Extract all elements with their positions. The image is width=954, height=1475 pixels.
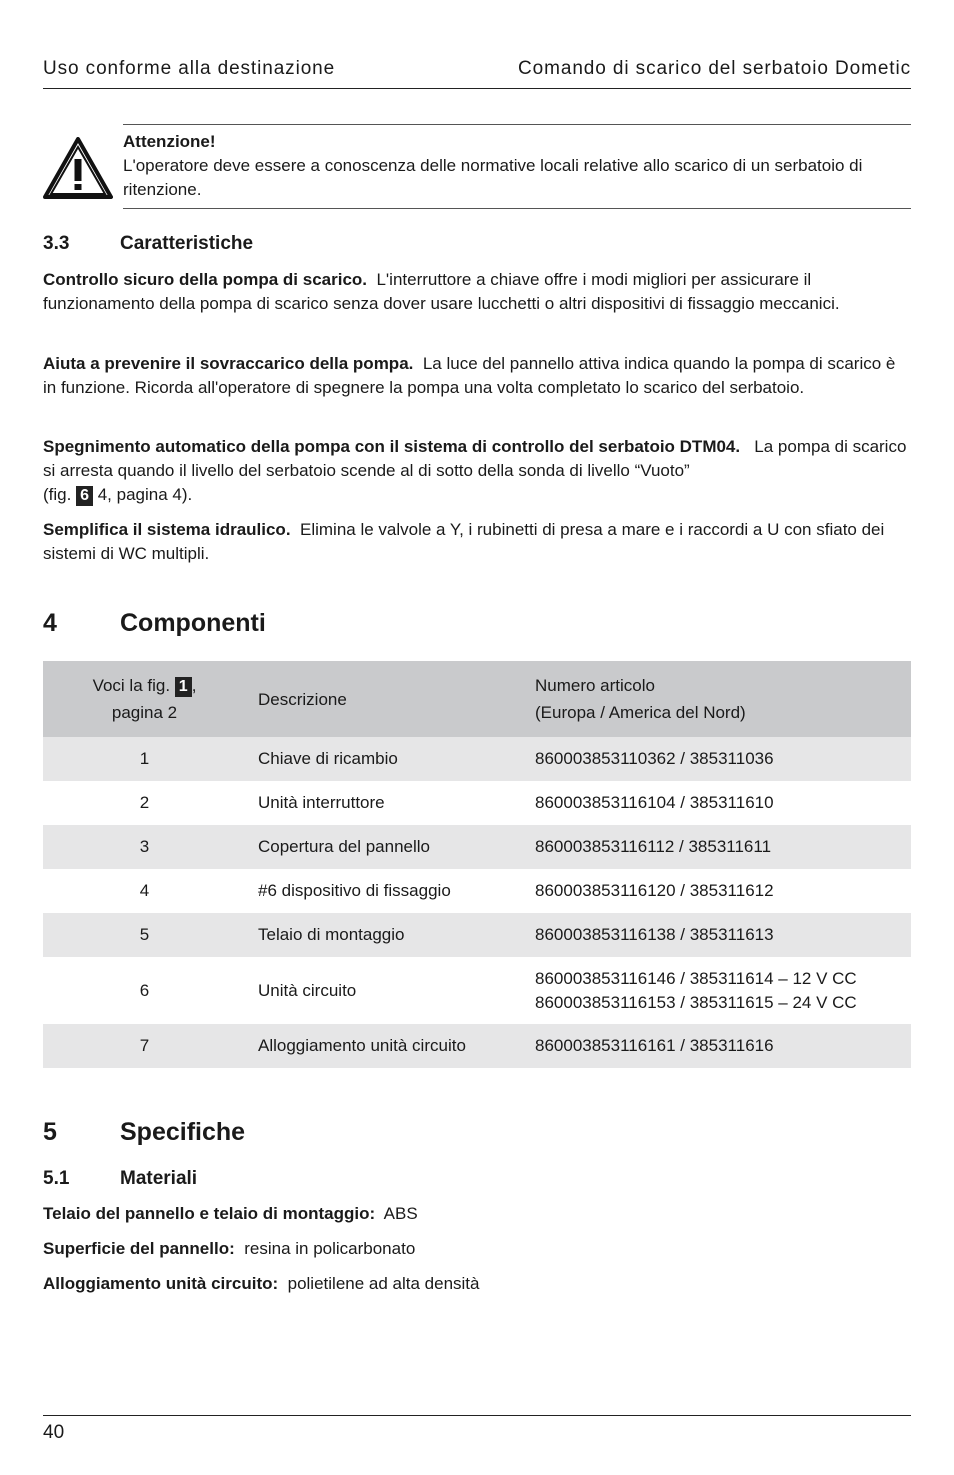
feature-lead: Spegnimento automatico della pompa con il sistema di controllo del serbatoio DTM04. <box>43 437 741 456</box>
section-title: Componenti <box>120 609 266 637</box>
section-5-heading <box>43 1118 245 1147</box>
header-product-title: Comando di scarico del serbatoio Dometic <box>518 58 911 79</box>
feature-lead: Semplifica il sistema idraulico. <box>43 520 291 539</box>
section-4-heading <box>43 609 266 638</box>
feature-lead: Aiuta a prevenire il sovraccarico della pompa. <box>43 354 414 373</box>
feature-text: L'interruttore a chiave offre i modi migliori per assicurare il funzionamento della pompa di scarico senza dover usare lucchetti o altri dispositivi di fissaggio meccanici. <box>43 270 840 313</box>
figure-reference-post: 4, pagina 4). <box>97 485 193 504</box>
section-number: 4 <box>43 609 57 637</box>
warning-triangle-icon <box>43 137 113 199</box>
header-item-column: Voci la fig. 1 , pagina 2 <box>43 661 246 737</box>
feature-text: La luce del pannello attiva indica quando la pompa di scarico è in funzione. Ricorda all'operatore di spegnere la pompa una volta completato lo scarico del serbatoio. <box>43 354 896 397</box>
warning-box <box>123 124 911 209</box>
components-table <box>43 661 911 1068</box>
table-row: 7 Alloggiamento unità circuito 860003853116161 / 385311616 <box>43 1024 911 1068</box>
figure-number-badge: 6 <box>76 486 93 506</box>
material-item: Superficie del pannello: resina in policarbonato <box>43 1239 416 1258</box>
section-number: 5 <box>43 1118 57 1146</box>
feature-paragraph-4 <box>43 518 911 566</box>
figure-reference-pre: (fig. <box>43 485 72 504</box>
feature-text: La pompa di scarico si arresta quando il livello del serbatoio scende al di sotto della sonda di livello “Vuoto” <box>43 437 907 480</box>
table-row: 1 Chiave di ricambio 860003853110362 / 385311036 <box>43 737 911 781</box>
feature-text: Elimina le valvole a Y, i rubinetti di presa a mare e i raccordi a U con sfiato dei sistemi di WC multipli. <box>43 520 885 563</box>
section-title: Materiali <box>120 1168 198 1189</box>
section-number: 3.3 <box>43 233 70 254</box>
table-row: 2 Unità interruttore 860003853116104 / 385311610 <box>139 793 774 812</box>
section-number: 5.1 <box>43 1168 70 1189</box>
section-5-1-heading <box>43 1168 197 1190</box>
table-row: 4 #6 dispositivo di fissaggio 860003853116120 / 385311612 <box>139 881 774 900</box>
page-header <box>43 58 911 89</box>
header-section-title: Uso conforme alla destinazione <box>43 58 336 79</box>
page-number: 40 <box>43 1422 65 1443</box>
feature-lead: Controllo sicuro della pompa di scarico. <box>43 270 368 289</box>
warning-text: L'operatore deve essere a conoscenza delle normative locali relative allo scarico di un serbatoio di ritenzione. <box>123 156 863 199</box>
table-header-row <box>43 661 911 737</box>
section-title: Caratteristiche <box>120 233 254 254</box>
table-row: 5 Telaio di montaggio 860003853116138 / 385311613 <box>43 913 911 957</box>
feature-paragraph-2 <box>43 352 911 400</box>
section-title: Specifiche <box>120 1118 246 1146</box>
section-3-3-heading <box>43 233 253 255</box>
header-description-column: Descrizione <box>246 661 531 737</box>
page-footer <box>43 1415 911 1444</box>
header-part-number-column: Numero articolo (Europa / America del Nord) <box>531 661 911 737</box>
material-item: Alloggiamento unità circuito: polietilene ad alta densità <box>43 1274 480 1293</box>
warning-title: Attenzione! <box>123 132 216 151</box>
table-row: 6 Unità circuito 860003853116146 / 385311614 – 12 V CC 860003853116153 / 385311615 – 24 V CC <box>139 968 857 1012</box>
figure-number-badge: 1 <box>175 677 192 697</box>
feature-paragraph-1 <box>43 268 911 316</box>
feature-paragraph-3 <box>43 435 911 507</box>
material-item: Telaio del pannello e telaio di montaggio: ABS <box>43 1204 418 1223</box>
table-row: 3 Copertura del pannello 860003853116112 / 385311611 <box>43 825 911 869</box>
